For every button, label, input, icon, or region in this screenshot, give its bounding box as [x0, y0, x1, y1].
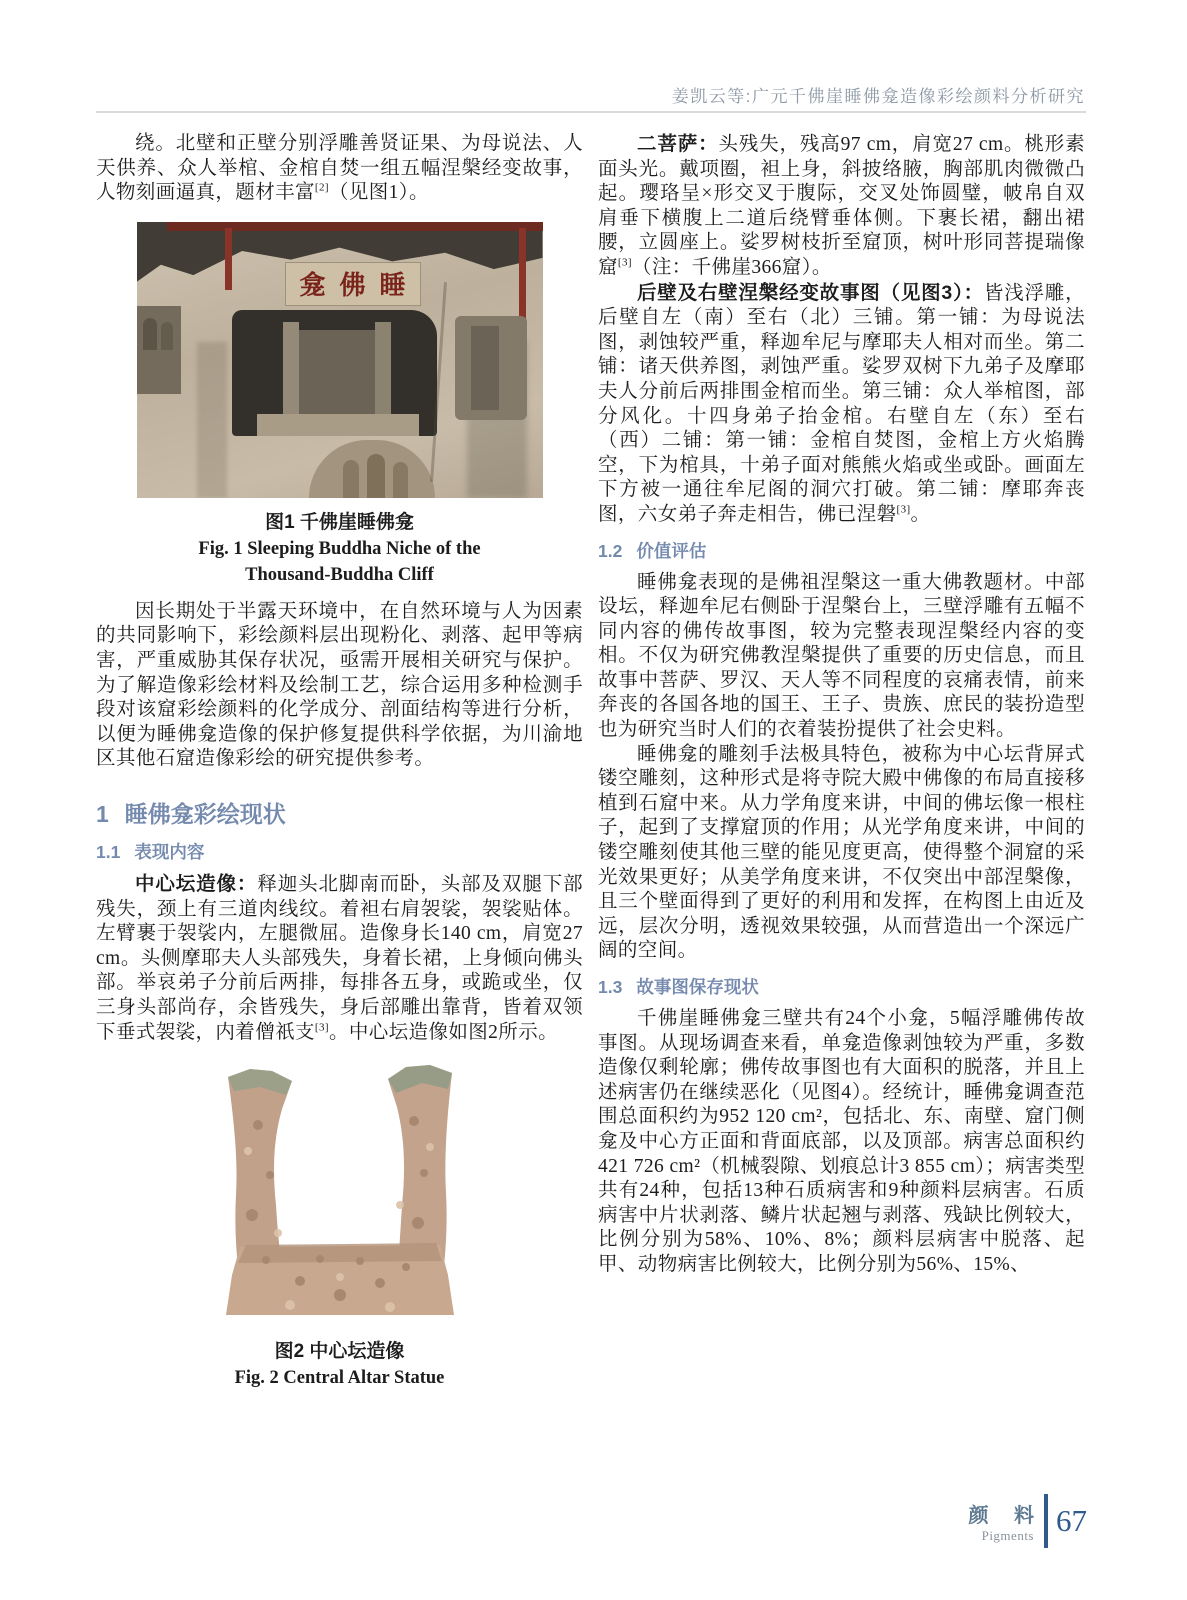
paragraph-value-historical: 睡佛龛表现的是佛祖涅槃这一重大佛教题材。中部设坛，释迦牟尼右侧卧于涅槃台上，三壁浮雕有五幅不同内容的佛传故事图，较为完整表现涅槃经内容的变相。不仅为研究佛教涅槃提供了重要的历史信息，而且故事中菩萨、罗汉、天人等不同程度的哀痛表情，前来奔丧的各国各地的国王、王子、贵族、庶民的装扮造型也为研究当时人们的衣着装扮提供了社会史料。	[598, 571, 1085, 741]
figure-2	[96, 1055, 583, 1391]
paragraph-central-altar: 中心坛造像：释迦头北脚南而卧，头部及双腿下部残失，颈上有三道肉线纹。着袒右肩袈裟，袈裟贴体。左臂裹于袈裟内，左腿微屈。造像身长140 cm，肩宽27 cm。头侧摩耶夫人头部残失，身着长裙，上身倾向佛头部。举哀弟子分前后两排，每排各五身，或跪或坐，仅三身头部尚存，余皆残失，身后部雕出靠背，皆着双领下垂式袈裟，内着僧祇支[3]。中心坛造像如图2所示。	[96, 872, 583, 1043]
paragraph-intro-continuation: 绕。北壁和正壁分别浮雕善贤证果、为母说法、人天供养、众人举棺、金棺自焚一组五幅涅槃经变故事，人物刻画逼真，题材丰富[2]（见图1）。	[96, 133, 583, 204]
right-column	[598, 132, 1085, 1278]
paragraph-two-bodhisattvas: 二菩萨：头残失，残高97 cm，肩宽27 cm。桃形素面头光。戴项圈，袒上身，斜披络腋，胸部肌肉微微凸起。璎珞呈×形交叉于腹际，交叉处饰圆璧，帔帛自双肩垂下横腹上二道后绕臂垂体侧。下裹长裙，翻出裙腰，立圆座上。娑罗树枝折至窟顶，树叶形同菩提瑞像窟[3]（注：千佛崖366窟）。	[598, 133, 1085, 278]
figure2-caption-zh: 图2 中心坛造像	[274, 1341, 405, 1363]
header-divider	[96, 111, 1086, 113]
section-1-3-heading	[598, 974, 1085, 999]
figure2-photo-altar	[200, 1055, 480, 1327]
figure1-caption-zh: 图1 千佛崖睡佛龛	[265, 511, 414, 533]
subsection-title: 故事图保存现状	[636, 977, 759, 997]
niche-name-plaque: 龛佛睡	[285, 262, 421, 306]
side-niche-interior	[471, 326, 499, 410]
buddha-silhouette	[367, 454, 385, 498]
subsection-number: 1.2	[598, 540, 623, 561]
section-1-2-heading	[598, 538, 1085, 563]
journal-name-en: Pigments	[981, 1527, 1034, 1543]
altar-statue	[226, 1065, 454, 1315]
paragraph-nirvana-story-walls: 后壁及右壁涅槃经变故事图（见图3）：皆浅浮雕，后壁自左（南）至右（北）三铺。第一铺：为母说法图，剥蚀较严重，释迦牟尼与摩耶夫人相对而坐。第二铺：诸天供养图，剥蚀严重。娑罗双树下九弟子及摩耶夫人分前后两排围金棺而坐。第三铺：众人举棺图，部分风化。十四身弟子抬金棺。右壁自左（东）至右（西）二铺：第一铺：金棺自焚图，金棺上方火焰腾空，下为棺具，十弟子面对熊熊火焰或坐或卧。画面左下方被一通往牟尼阁的洞穴打破。第二铺：摩耶奔丧图，六女弟子奔走相告，佛已涅磐[3]。	[598, 281, 1085, 525]
figure1-caption-en-line1: Fig. 1 Sleeping Buddha Niche of the	[198, 538, 481, 559]
carved-figure-silhouette	[143, 318, 157, 350]
page-footer	[968, 1494, 1087, 1548]
figure1-photo-cliff	[137, 222, 543, 498]
figure1-caption-en-line2: Thousand-Buddha Cliff	[245, 564, 434, 585]
left-carvings-area	[137, 306, 181, 394]
subsection-number: 1.1	[96, 841, 121, 862]
paragraph-preservation-status: 千佛崖睡佛龛三壁共有24个小龛，5幅浮雕佛传故事图。从现场调查来看，单龛造像剥蚀较为严重，多数造像仅剩轮廓；佛传故事图也有大面积的脱落，并且上述病害仍在继续恶化（见图4）。经统计，睡佛龛调查范围总面积约为952 120 cm²，包括北、东、南壁、窟门侧龛及中心方正面和背面底部，以及顶部。病害总面积约421 726 cm²（机械裂隙、划痕总计3 855 cm）；病害类型共有24种，包括13种石质病害和9种颜料层病害。石质病害中片状剥落、鳞片状起翘与剥落、残缺比例较大，比例分别为58%、10%、8%；颜料层病害中脱落、起甲、动物病害比例较大，比例分别为56%、15%、	[598, 1008, 1085, 1275]
buddha-silhouette	[393, 462, 408, 498]
rock-stain	[197, 342, 227, 498]
figure-1	[96, 222, 583, 588]
figure1-caption	[96, 510, 583, 588]
subsection-title: 表现内容	[134, 841, 205, 862]
running-header: 姜凯云等:广元千佛崖睡佛龛造像彩绘颜料分析研究	[671, 87, 1085, 106]
section-1-heading	[96, 796, 583, 829]
footer-divider-bar	[1044, 1494, 1048, 1548]
red-post-left	[225, 228, 232, 290]
page-number: 67	[1056, 1503, 1087, 1538]
carved-figure-silhouette	[161, 322, 173, 350]
niche-back-wall	[297, 330, 377, 416]
left-column	[96, 132, 583, 1399]
section-number: 1	[96, 800, 109, 827]
subsection-title: 价值评估	[636, 540, 707, 561]
niche-steps	[257, 414, 419, 436]
red-beam	[167, 222, 543, 231]
subsection-number: 1.3	[598, 977, 623, 997]
paragraph-research-motivation: 因长期处于半露天环境中，在自然环境与人为因素的共同影响下，彩绘颜料层出现粉化、剥落、起甲等病害，严重威胁其保存状况，亟需开展相关研究与保护。为了解造像彩绘材料及绘制工艺，综合运用多种检测手段对该窟彩绘颜料的化学成分、剖面结构等进行分析，以便为睡佛龛造像的保护修复提供科学依据，为川渝地区其他石窟造像彩绘的研究提供参考。	[96, 600, 583, 770]
figure2-caption-en: Fig. 2 Central Altar Statue	[234, 1368, 445, 1389]
journal-name-zh: 颜 料	[968, 1504, 1044, 1527]
section-title: 睡佛龛彩绘现状	[124, 800, 286, 827]
buddha-silhouette	[343, 460, 359, 498]
journal-name-block	[968, 1499, 1044, 1544]
figure2-caption	[96, 1339, 583, 1391]
section-1-1-heading	[96, 839, 583, 864]
paragraph-carving-technique: 睡佛龛的雕刻手法极具特色，被称为中心坛背屏式镂空雕刻，这种形式是将寺院大殿中佛像的布局直接移植到石窟中来。从力学角度来讲，中间的佛坛像一根柱子，起到了支撑窟顶的作用；从光学角度来讲，中间的镂空雕刻使其他三壁的能见度更高，使得整个洞窟的采光效果更好；从美学角度来讲，不仅突出中部涅槃像，且三个壁面得到了更好的利用和发挥，在构图上由近及远，层次分明，透视效果较强，从而营造出一个深远广阔的空间。	[598, 743, 1085, 962]
